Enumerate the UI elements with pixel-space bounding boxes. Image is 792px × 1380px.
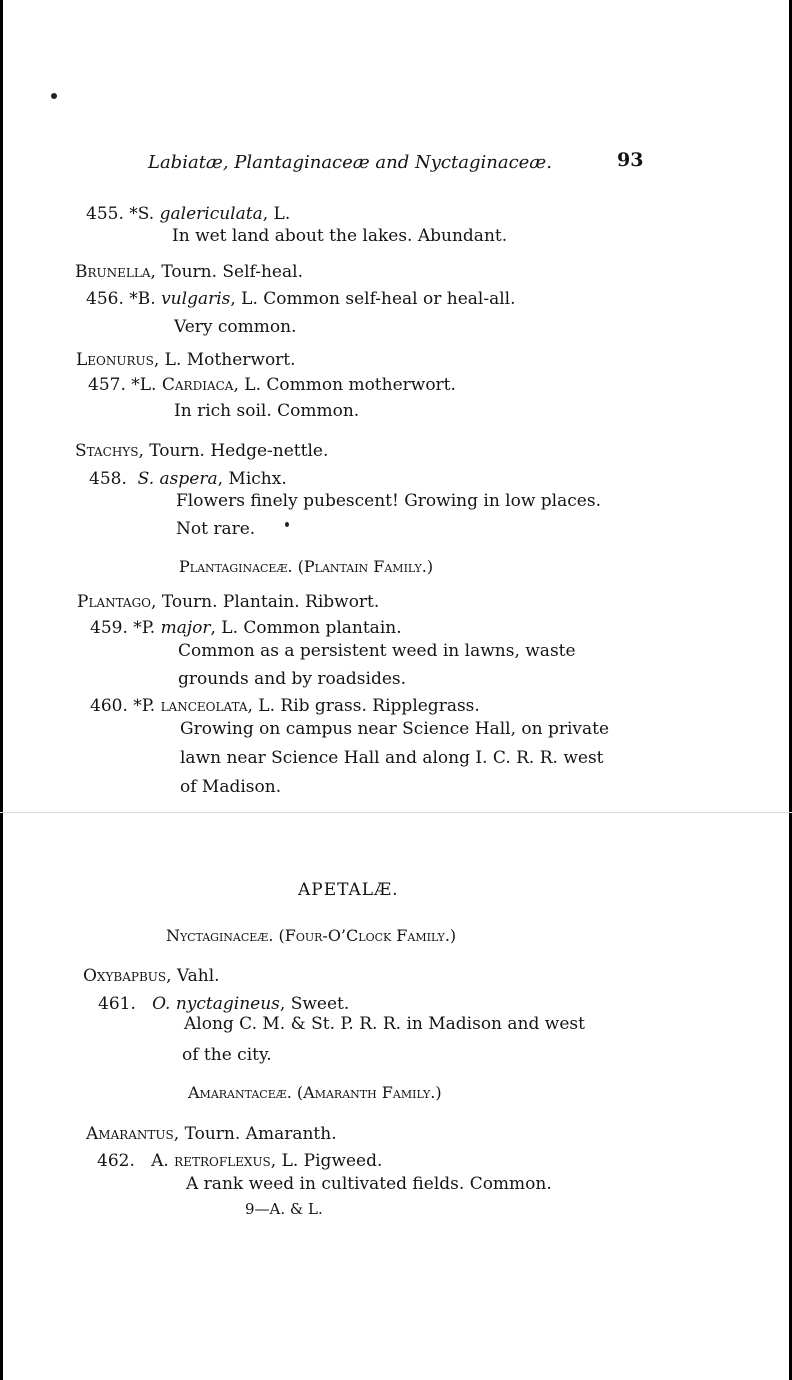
genus-brunella	[75, 262, 303, 282]
genus-name: Amarantus	[86, 1124, 174, 1144]
nativity-mark: *S.	[129, 204, 155, 224]
species-name: Cardiaca	[161, 375, 234, 395]
signature-mark: 9—A. & L.	[245, 1200, 323, 1218]
genus-details: , Vahl.	[166, 966, 220, 986]
species-abbrev: S.	[137, 469, 155, 489]
genus-details: , Tourn. Hedge-nettle.	[138, 441, 329, 461]
entry-number: 462.	[97, 1151, 135, 1171]
entry-460-description: Growing on campus near Science Hall, on private	[180, 719, 610, 739]
genus-name: Brunella	[75, 262, 151, 282]
entry-460	[90, 696, 480, 716]
ink-speck	[285, 522, 289, 527]
entry-459-description: Common as a persistent weed in lawns, waste	[178, 641, 576, 661]
entry-number: 459.	[90, 618, 128, 638]
entry-455-description: In wet land about the lakes. Abundant.	[172, 226, 508, 246]
entry-458-description-cont: Not rare.	[176, 519, 256, 539]
section-heading-apetalae: APETALÆ.	[298, 880, 399, 900]
entry-number: 458.	[89, 469, 127, 489]
species-name: major	[160, 618, 211, 638]
nativity-mark: *P.	[133, 618, 156, 638]
species-details: , L. Common motherwort.	[233, 375, 456, 395]
entry-459-description-cont: grounds and by roadsides.	[178, 669, 407, 689]
family-heading-nyctaginaceae: Nyctaginaceæ. (Four-O’Clock Family.)	[166, 926, 457, 945]
page-number: 93	[617, 149, 644, 171]
species-name: galericulata	[159, 204, 263, 224]
entry-457	[88, 375, 456, 395]
entry-462-description: A rank weed in cultivated fields. Common.	[186, 1174, 552, 1194]
genus-details: , Tourn. Self-heal.	[150, 262, 303, 282]
species-abbrev: A.	[151, 1151, 169, 1171]
nativity-mark: *L.	[131, 375, 157, 395]
ink-speck	[51, 93, 57, 99]
family-heading-amarantaceae: Amarantaceæ. (Amaranth Family.)	[188, 1083, 442, 1102]
species-name: vulgaris	[161, 289, 231, 309]
entry-number: 461.	[98, 994, 136, 1014]
genus-oxybapbus	[83, 966, 220, 986]
page-fold-line	[0, 812, 792, 813]
entry-456	[86, 289, 516, 309]
species-details: , L. Common self-heal or heal-all.	[230, 289, 516, 309]
genus-leonurus	[76, 350, 296, 370]
entry-457-description: In rich soil. Common.	[174, 401, 360, 421]
left-page-border	[0, 0, 3, 1380]
authority: , Michx.	[217, 469, 287, 489]
authority: , L.	[262, 204, 291, 224]
species-name: retroflexus	[174, 1151, 271, 1171]
entry-456-description: Very common.	[174, 317, 297, 337]
genus-name: Stachys	[75, 441, 139, 461]
genus-details: , L. Motherwort.	[153, 350, 296, 370]
running-title: Labiatæ, Plantaginaceæ and Nyctaginaceæ.	[148, 152, 552, 173]
genus-stachys	[75, 441, 328, 461]
entry-458	[89, 469, 287, 489]
species-details: , L. Pigweed.	[270, 1151, 383, 1171]
species-name: aspera	[159, 469, 218, 489]
entry-number: 456.	[86, 289, 124, 309]
entry-460-description-cont: lawn near Science Hall and along I. C. R. R. west	[180, 748, 604, 768]
entry-number: 457.	[88, 375, 126, 395]
entry-461-description-cont: of the city.	[182, 1045, 272, 1065]
genus-amarantus	[86, 1124, 337, 1144]
nativity-mark: *B.	[129, 289, 156, 309]
entry-461-description: Along C. M. & St. P. R. R. in Madison and west	[184, 1014, 585, 1034]
species-name: nyctagineus	[175, 994, 280, 1014]
authority: , Sweet.	[279, 994, 350, 1014]
entry-459	[90, 618, 402, 638]
species-abbrev: O.	[152, 994, 171, 1014]
nativity-mark: *P.	[133, 696, 156, 716]
entry-462	[97, 1151, 382, 1171]
entry-458-description: Flowers finely pubescent! Growing in low places.	[176, 491, 601, 511]
species-name: lanceolata	[160, 696, 248, 716]
genus-name: Leonurus	[76, 350, 154, 370]
family-heading-plantaginaceae: Plantaginaceæ. (Plantain Family.)	[179, 557, 434, 576]
genus-details: , Tourn. Amaranth.	[173, 1124, 337, 1144]
genus-name: Plantago	[77, 592, 152, 612]
genus-name: Oxybapbus	[83, 966, 167, 986]
species-details: , L. Rib grass. Ripplegrass.	[247, 696, 480, 716]
entry-number: 460.	[90, 696, 128, 716]
entry-461	[98, 994, 349, 1014]
entry-455	[86, 204, 290, 224]
entry-460-description-end: of Madison.	[180, 777, 282, 797]
species-details: , L. Common plantain.	[210, 618, 402, 638]
genus-plantago	[77, 592, 379, 612]
genus-details: , Tourn. Plantain. Ribwort.	[151, 592, 380, 612]
entry-number: 455.	[86, 204, 124, 224]
